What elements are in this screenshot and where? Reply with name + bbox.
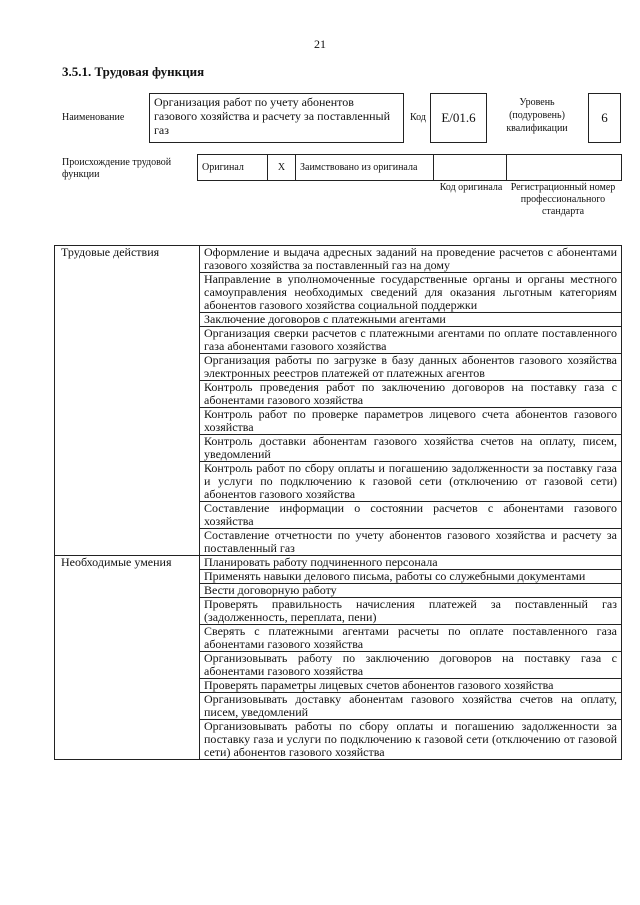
origin-label: Происхождение трудовой функции xyxy=(62,157,172,180)
name-label: Наименование xyxy=(62,112,125,123)
table-cell-text: Вести договорную работу xyxy=(200,584,622,598)
level-value: 6 xyxy=(588,93,621,143)
table-row xyxy=(55,246,622,273)
table-cell-text: Контроль проведения работ по заключению договоров на поставку газа с абонентами газового хозяйства xyxy=(200,381,622,408)
table-cell-text: Организовывать доставку абонентам газового хозяйства счетов на оплату, писем, уведомлений xyxy=(200,693,622,720)
table-cell-text: Контроль работ по сбору оплаты и погашению задолженности за поставку газа и услуги по подключению к газовой сети (отключению от газовой сети) абонентов газового хозяйства xyxy=(200,462,622,502)
origin-table xyxy=(197,154,622,181)
original-code-cell xyxy=(434,155,507,181)
table-cell-text: Направление в уполномоченные государственные органы и органы местного самоуправления необходимых сведений для оказания льготным категориям абонентов газового хозяйства социальной поддержки xyxy=(200,273,622,313)
code-value: E/01.6 xyxy=(430,93,487,143)
table-cell-text: Контроль доставки абонентам газового хозяйства счетов на оплату, писем, уведомлений xyxy=(200,435,622,462)
original-mark: X xyxy=(268,155,296,181)
table-cell-text: Оформление и выдача адресных заданий на проведение расчетов с абонентами газового хозяйства за поставленный газ на дому xyxy=(200,246,622,273)
borrowed-label: Заимствовано из оригинала xyxy=(296,155,434,181)
table-cell-text: Организовывать работу по заключению договоров на поставку газа с абонентами газового хозяйства xyxy=(200,652,622,679)
page-number: 21 xyxy=(314,37,326,51)
table-cell-text: Проверять параметры лицевых счетов абонентов газового хозяйства xyxy=(200,679,622,693)
table-cell-text: Применять навыки делового письма, работы со служебными документами xyxy=(200,570,622,584)
section-title: 3.5.1. Трудовая функция xyxy=(62,64,205,79)
section-category: Необходимые умения xyxy=(55,556,200,760)
table-cell-text: Заключение договоров с платежными агентами xyxy=(200,313,622,327)
table-cell-text: Проверять правильность начисления платежей за поставленный газ (задолженность, переплата, пени) xyxy=(200,598,622,625)
table-cell-text: Организовывать работы по сбору оплаты и погашению задолженности за поставку газа и услуги по подключению к газовой сети (отключению от газовой сети) абонентов газового хозяйства xyxy=(200,720,622,760)
level-label: Уровень (подуровень) квалификации xyxy=(506,97,568,134)
table-cell-text: Составление информации о состоянии расчетов с абонентами газового хозяйства xyxy=(200,502,622,529)
table-row xyxy=(55,556,622,570)
reg-number-cell xyxy=(507,155,622,181)
table-cell-text: Составление отчетности по учету абонентов газового хозяйства и расчету за поставленный газ xyxy=(200,529,622,556)
original-label: Оригинал xyxy=(198,155,268,181)
function-name-value: Организация работ по учету абонентов газового хозяйства и расчету за поставленный газ xyxy=(149,93,404,143)
code-label: Код xyxy=(410,112,426,123)
table-cell-text: Организация сверки расчетов с платежными агентами по оплате поставленного газа абонентами газового хозяйства xyxy=(200,327,622,354)
table-cell-text: Планировать работу подчиненного персонала xyxy=(200,556,622,570)
table-cell-text: Сверять с платежными агентами расчеты по оплате поставленного газа абонентами газового хозяйства xyxy=(200,625,622,652)
original-code-label: Код оригинала xyxy=(439,182,503,193)
section-category: Трудовые действия xyxy=(55,246,200,556)
table-cell-text: Контроль работ по проверке параметров лицевого счета абонентов газового хозяйства xyxy=(200,408,622,435)
table-cell-text: Организация работы по загрузке в базу данных абонентов газового хозяйства электронных реестров платежей от платежных агентов xyxy=(200,354,622,381)
reg-number-label: Регистрационный номер профессионального стандарта xyxy=(510,182,616,217)
function-details-table xyxy=(54,245,622,760)
